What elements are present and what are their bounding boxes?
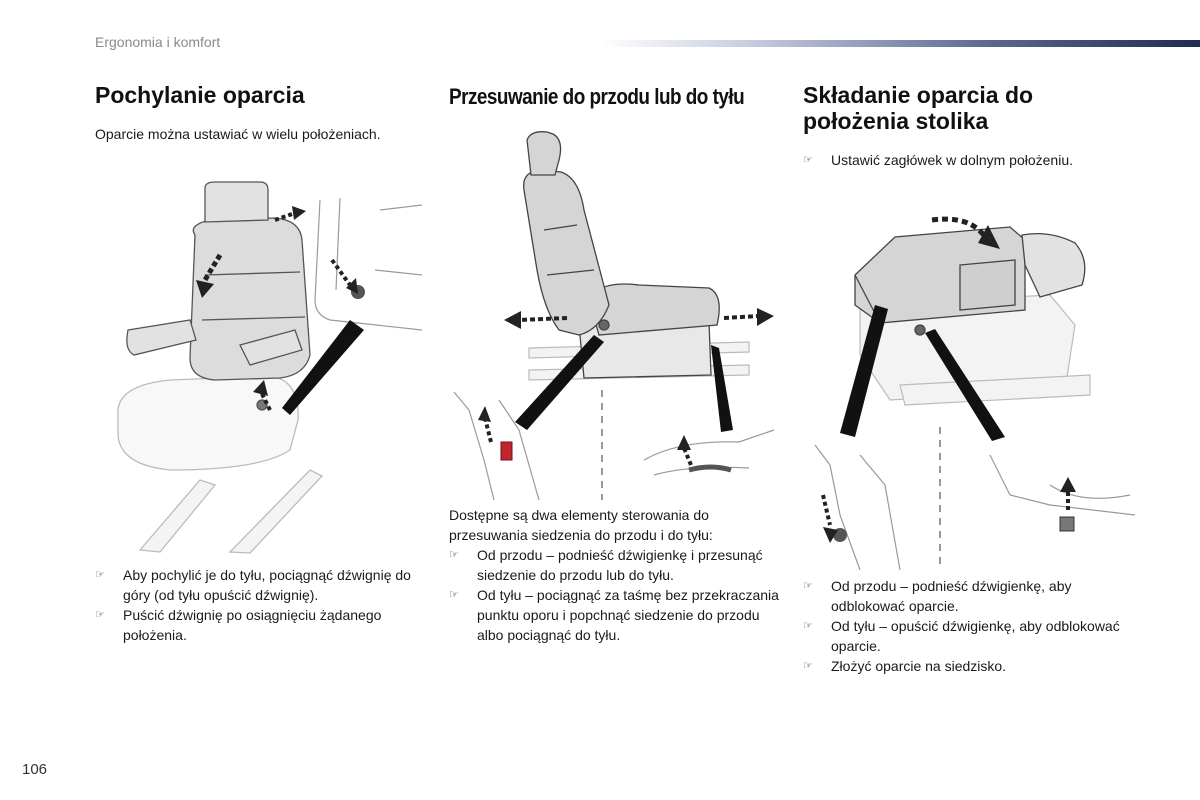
- intro-recline: Oparcie można ustawiać w wielu położeniach.: [95, 126, 381, 142]
- bullets-slide: [449, 545, 779, 645]
- recline-seat-illustration: [110, 180, 422, 555]
- title-slide: Przesuwanie do przodu lub do tyłu: [449, 84, 745, 109]
- slide-seat-illustration: [449, 130, 775, 500]
- pointing-hand-icon: ☞: [449, 549, 459, 561]
- bullets-fold-top: [803, 150, 1143, 170]
- intro-slide: Dostępne są dwa elementy sterowania do przesuwania siedzenia do przodu i do tyłu:: [449, 507, 713, 543]
- list-item: ☞ Złożyć oparcie na siedzisko.: [803, 658, 1007, 674]
- list-item: ☞ Od tyłu – pociągnąć za taśmę bez przekraczania punktu oporu i popchnąć siedzenie do przodu albo pociągnąć do tyłu.: [449, 587, 779, 643]
- bullets-fold: [803, 576, 1143, 676]
- title-recline: Pochylanie oparcia: [95, 82, 305, 108]
- fold-seat-illustration: [810, 205, 1135, 570]
- pointing-hand-icon: ☞: [449, 589, 459, 601]
- bullets-recline: [95, 565, 430, 645]
- pointing-hand-icon: ☞: [803, 660, 813, 672]
- list-item: ☞ Aby pochylić je do tyłu, pociągnąć dźwignię do góry (od tyłu opuścić dźwignię).: [95, 567, 411, 603]
- title-fold: Składanie oparcia do położenia stolika: [803, 82, 1034, 135]
- list-item: ☞ Od przodu – podnieść dźwigienkę i przesunąć siedzenie do przodu lub do tyłu.: [449, 547, 763, 583]
- list-item: ☞ Od tyłu – opuścić dźwigienkę, aby odblokować oparcie.: [803, 618, 1120, 654]
- pointing-hand-icon: ☞: [803, 620, 813, 632]
- pointing-hand-icon: ☞: [803, 580, 813, 592]
- list-item: ☞ Od przodu – podnieść dźwigienkę, aby odblokować oparcie.: [803, 578, 1072, 614]
- list-item: ☞ Puścić dźwignię po osiągnięciu żądanego położenia.: [95, 607, 382, 643]
- section-header: Ergonomia i komfort: [95, 34, 221, 50]
- pointing-hand-icon: ☞: [95, 569, 105, 581]
- pointing-hand-icon: ☞: [803, 154, 813, 166]
- pointing-hand-icon: ☞: [95, 609, 105, 621]
- header-gradient-bar: [600, 40, 1200, 47]
- list-item: ☞ Ustawić zagłówek w dolnym położeniu.: [803, 152, 1073, 168]
- page-number: 106: [22, 761, 48, 778]
